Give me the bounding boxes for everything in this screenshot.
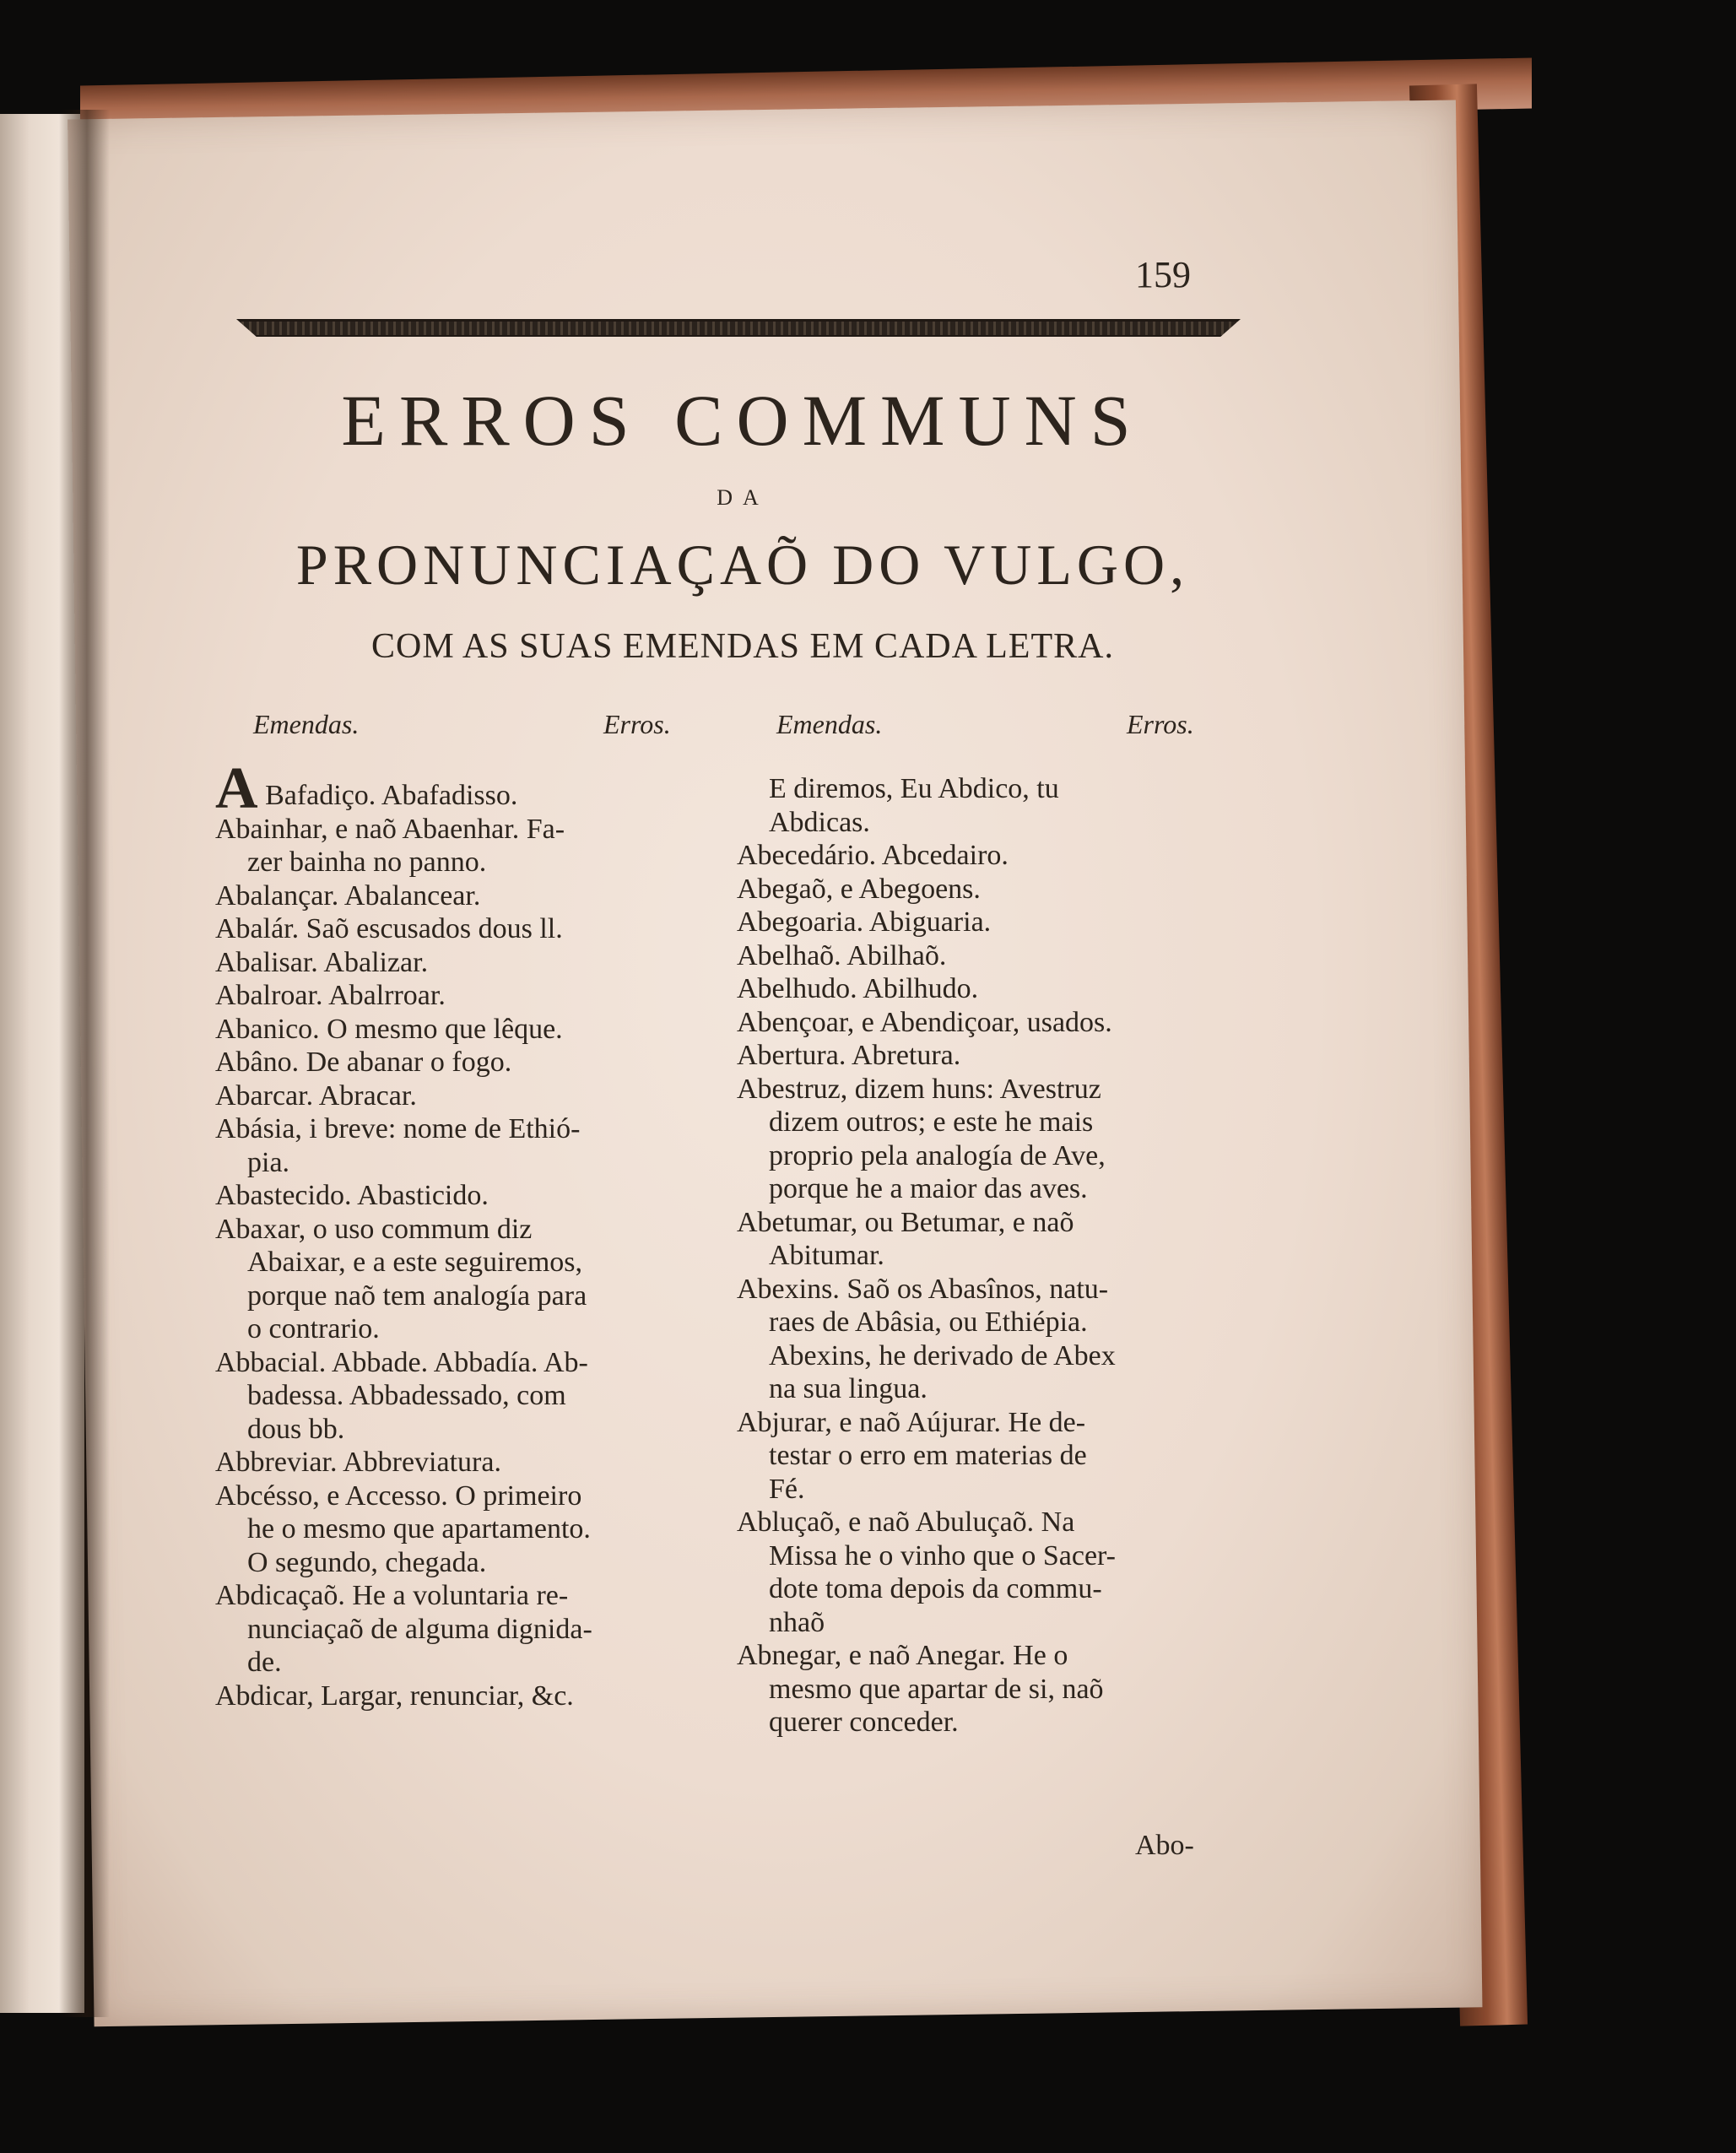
entry-text: Abitumar. xyxy=(769,1240,884,1271)
entry-line xyxy=(215,1579,713,1613)
entry-line xyxy=(215,1146,713,1180)
entry-line xyxy=(215,1546,713,1580)
entry-line xyxy=(215,1613,713,1647)
entry-line xyxy=(737,1473,1239,1507)
ornamental-rule xyxy=(236,319,1241,337)
entry-text: dote toma depois da commu- xyxy=(769,1573,1102,1604)
entry-text: Bafadiço. Abafadisso. xyxy=(265,780,518,811)
entry-line xyxy=(215,846,713,879)
entry-line xyxy=(737,1106,1239,1139)
title-line-2: DA xyxy=(717,485,769,510)
entry-line xyxy=(737,1172,1239,1206)
entry-text: Abelhaõ. Abilhaõ. xyxy=(737,939,947,971)
entry-line xyxy=(215,1480,713,1513)
left-header-erros: Erros. xyxy=(603,709,671,739)
entry-line xyxy=(215,1680,713,1713)
entry-text: Abainhar, e naõ Abaenhar. Fa- xyxy=(215,813,565,845)
entry-text: testar o erro em materias de xyxy=(769,1440,1087,1471)
entry-line xyxy=(737,939,1239,973)
title-line-4: COM AS SUAS EMENDAS EM CADA LETRA. xyxy=(371,627,1114,666)
page-number: 159 xyxy=(1135,254,1191,295)
entry-text: raes de Abâsia, ou Ethiépia. xyxy=(769,1306,1088,1338)
entry-line xyxy=(737,1139,1239,1173)
title-line-1: ERROS COMMUNS xyxy=(341,380,1144,461)
entry-text: Abdicas. xyxy=(769,806,870,838)
entry-text: dous bb. xyxy=(247,1413,345,1445)
entry-line xyxy=(737,1706,1239,1739)
entry-text: O segundo, chegada. xyxy=(247,1546,487,1578)
entry-line xyxy=(737,1673,1239,1707)
entry-text: na sua lingua. xyxy=(769,1373,927,1404)
entry-line xyxy=(215,1013,713,1047)
entry-line xyxy=(215,1279,713,1313)
entry-text: Abegoaria. Abiguaria. xyxy=(737,906,992,938)
entry-text: pia. xyxy=(247,1146,290,1178)
entry-text: Fé. xyxy=(769,1473,805,1505)
entry-text: Abalár. Saõ escusados dous ll. xyxy=(215,913,563,944)
entry-text: Abegaõ, e Abegoens. xyxy=(737,873,981,905)
entry-text: Abdicaçaõ. He a voluntaria re- xyxy=(215,1580,569,1611)
entry-line xyxy=(737,1439,1239,1473)
entry-line xyxy=(215,1379,713,1413)
entry-line xyxy=(215,1246,713,1279)
entry-text: Abestruz, dizem huns: Avestruz xyxy=(737,1073,1101,1105)
entry-line xyxy=(737,839,1239,873)
right-header-erros: Erros. xyxy=(1127,709,1194,739)
left-header-emendas: Emendas. xyxy=(253,709,360,739)
entry-text: porque naõ tem analogía para xyxy=(247,1279,587,1312)
entry-text: Abarcar. Abracar. xyxy=(215,1079,417,1112)
entry-text: Abluçaõ, e naõ Abuluçaõ. Na xyxy=(737,1507,1075,1538)
entry-text: E diremos, Eu Abdico, tu xyxy=(769,773,1059,804)
entry-line xyxy=(215,1512,713,1546)
entry-text: Abertura. Abretura. xyxy=(737,1040,961,1071)
entry-line xyxy=(215,912,713,946)
entry-text: Abalançar. Abalancear. xyxy=(215,879,481,912)
entry-line xyxy=(737,1539,1239,1573)
entry-line xyxy=(215,879,713,913)
entry-text: Abbacial. Abbade. Abbadía. Ab- xyxy=(215,1346,588,1378)
entry-line xyxy=(215,1346,713,1380)
drop-cap: A xyxy=(215,756,258,821)
entry-line xyxy=(215,1312,713,1346)
entry-line xyxy=(737,1039,1239,1073)
entry-text: Abastecido. Abasticido. xyxy=(215,1180,489,1211)
entry-text: Abcésso, e Accesso. O primeiro xyxy=(215,1480,582,1512)
title-line-3: PRONUNCIAÇAÕ DO VULGO, xyxy=(295,533,1190,597)
entry-text: Abanico. O mesmo que lêque. xyxy=(215,1013,563,1045)
entry-line xyxy=(737,1606,1239,1640)
entry-text: badessa. Abbadessado, com xyxy=(247,1380,566,1411)
entry-text: nunciaçaõ de alguma dignida- xyxy=(247,1613,592,1645)
entry-line xyxy=(215,1446,713,1480)
entry-line xyxy=(737,1372,1239,1406)
right-header-emendas: Emendas. xyxy=(776,709,883,739)
entry-text: Abetumar, ou Betumar, e naõ xyxy=(737,1206,1074,1238)
entry-line xyxy=(215,1413,713,1447)
entry-line xyxy=(737,1073,1239,1106)
entry-text: de. xyxy=(247,1647,282,1678)
entry-line xyxy=(737,1273,1239,1306)
entry-line xyxy=(737,772,1239,806)
page-gutter xyxy=(59,110,110,2017)
catchword: Abo- xyxy=(1135,1830,1194,1861)
entry-text: zer bainha no panno. xyxy=(247,847,487,878)
entry-line xyxy=(737,1006,1239,1040)
entry-text: Abexins, he derivado de Abex xyxy=(769,1339,1116,1371)
entry-text: Abâno. De abanar o fogo. xyxy=(215,1047,512,1078)
entry-line xyxy=(737,1206,1239,1240)
entry-line xyxy=(737,1572,1239,1606)
entry-text: Abásia, i breve: nome de Ethió- xyxy=(215,1113,581,1144)
entry-line xyxy=(737,1406,1239,1440)
entry-text: Abençoar, e Abendiçoar, usados. xyxy=(737,1006,1112,1038)
entry-text: Abnegar, e naõ Anegar. He o xyxy=(737,1640,1068,1671)
entry-text: he o mesmo que apartamento. xyxy=(247,1513,591,1544)
entry-text: mesmo que apartar de si, naõ xyxy=(769,1673,1104,1705)
entry-line xyxy=(737,1506,1239,1539)
entry-line xyxy=(215,979,713,1013)
entry-line xyxy=(737,972,1239,1006)
entry-text: Abdicar, Largar, renunciar, &c. xyxy=(215,1680,574,1712)
entry-line xyxy=(215,1046,713,1079)
entry-line xyxy=(215,1646,713,1680)
entry-text: Abexins. Saõ os Abasînos, natu- xyxy=(737,1273,1109,1305)
entry-text: dizem outros; e este he mais xyxy=(769,1106,1094,1138)
entry-text: o contrario. xyxy=(247,1313,380,1344)
entry-line xyxy=(215,946,713,980)
entry-text: Abbreviar. Abbreviatura. xyxy=(215,1447,501,1478)
entry-text: querer conceder. xyxy=(769,1707,959,1738)
entry-line xyxy=(215,1213,713,1247)
entry-text: Abaxar, o uso commum diz xyxy=(215,1213,533,1245)
entry-line xyxy=(215,1079,713,1113)
entry-line xyxy=(737,1339,1239,1373)
entry-line xyxy=(737,906,1239,939)
entry-line xyxy=(737,1639,1239,1673)
entry-line xyxy=(737,1306,1239,1339)
left-entry-column xyxy=(215,756,713,1712)
entry-text: Abalisar. Abalizar. xyxy=(215,946,429,978)
entry-line xyxy=(215,1112,713,1146)
entry-line xyxy=(737,1239,1239,1273)
entry-text: porque he a maior das aves. xyxy=(769,1173,1088,1204)
entry-text: Abelhudo. Abilhudo. xyxy=(737,973,979,1004)
entry-text: proprio pela analogía de Ave, xyxy=(769,1139,1106,1171)
entry-line xyxy=(215,813,713,847)
entry-text: Abjurar, e naõ Aújurar. He de- xyxy=(737,1406,1086,1438)
entry-line xyxy=(737,806,1239,840)
entry-text: Abaixar, e a este seguiremos, xyxy=(247,1247,583,1278)
right-entry-column xyxy=(737,772,1239,1739)
entry-line xyxy=(215,1179,713,1213)
entry-text: Abecedário. Abcedairo. xyxy=(737,840,1009,871)
entry-text: Missa he o vinho que o Sacer- xyxy=(769,1539,1117,1571)
entry-line xyxy=(215,756,713,821)
entry-line xyxy=(737,873,1239,906)
entry-text: nhaõ xyxy=(769,1606,825,1638)
entry-text: Abalroar. Abalrroar. xyxy=(215,980,446,1011)
